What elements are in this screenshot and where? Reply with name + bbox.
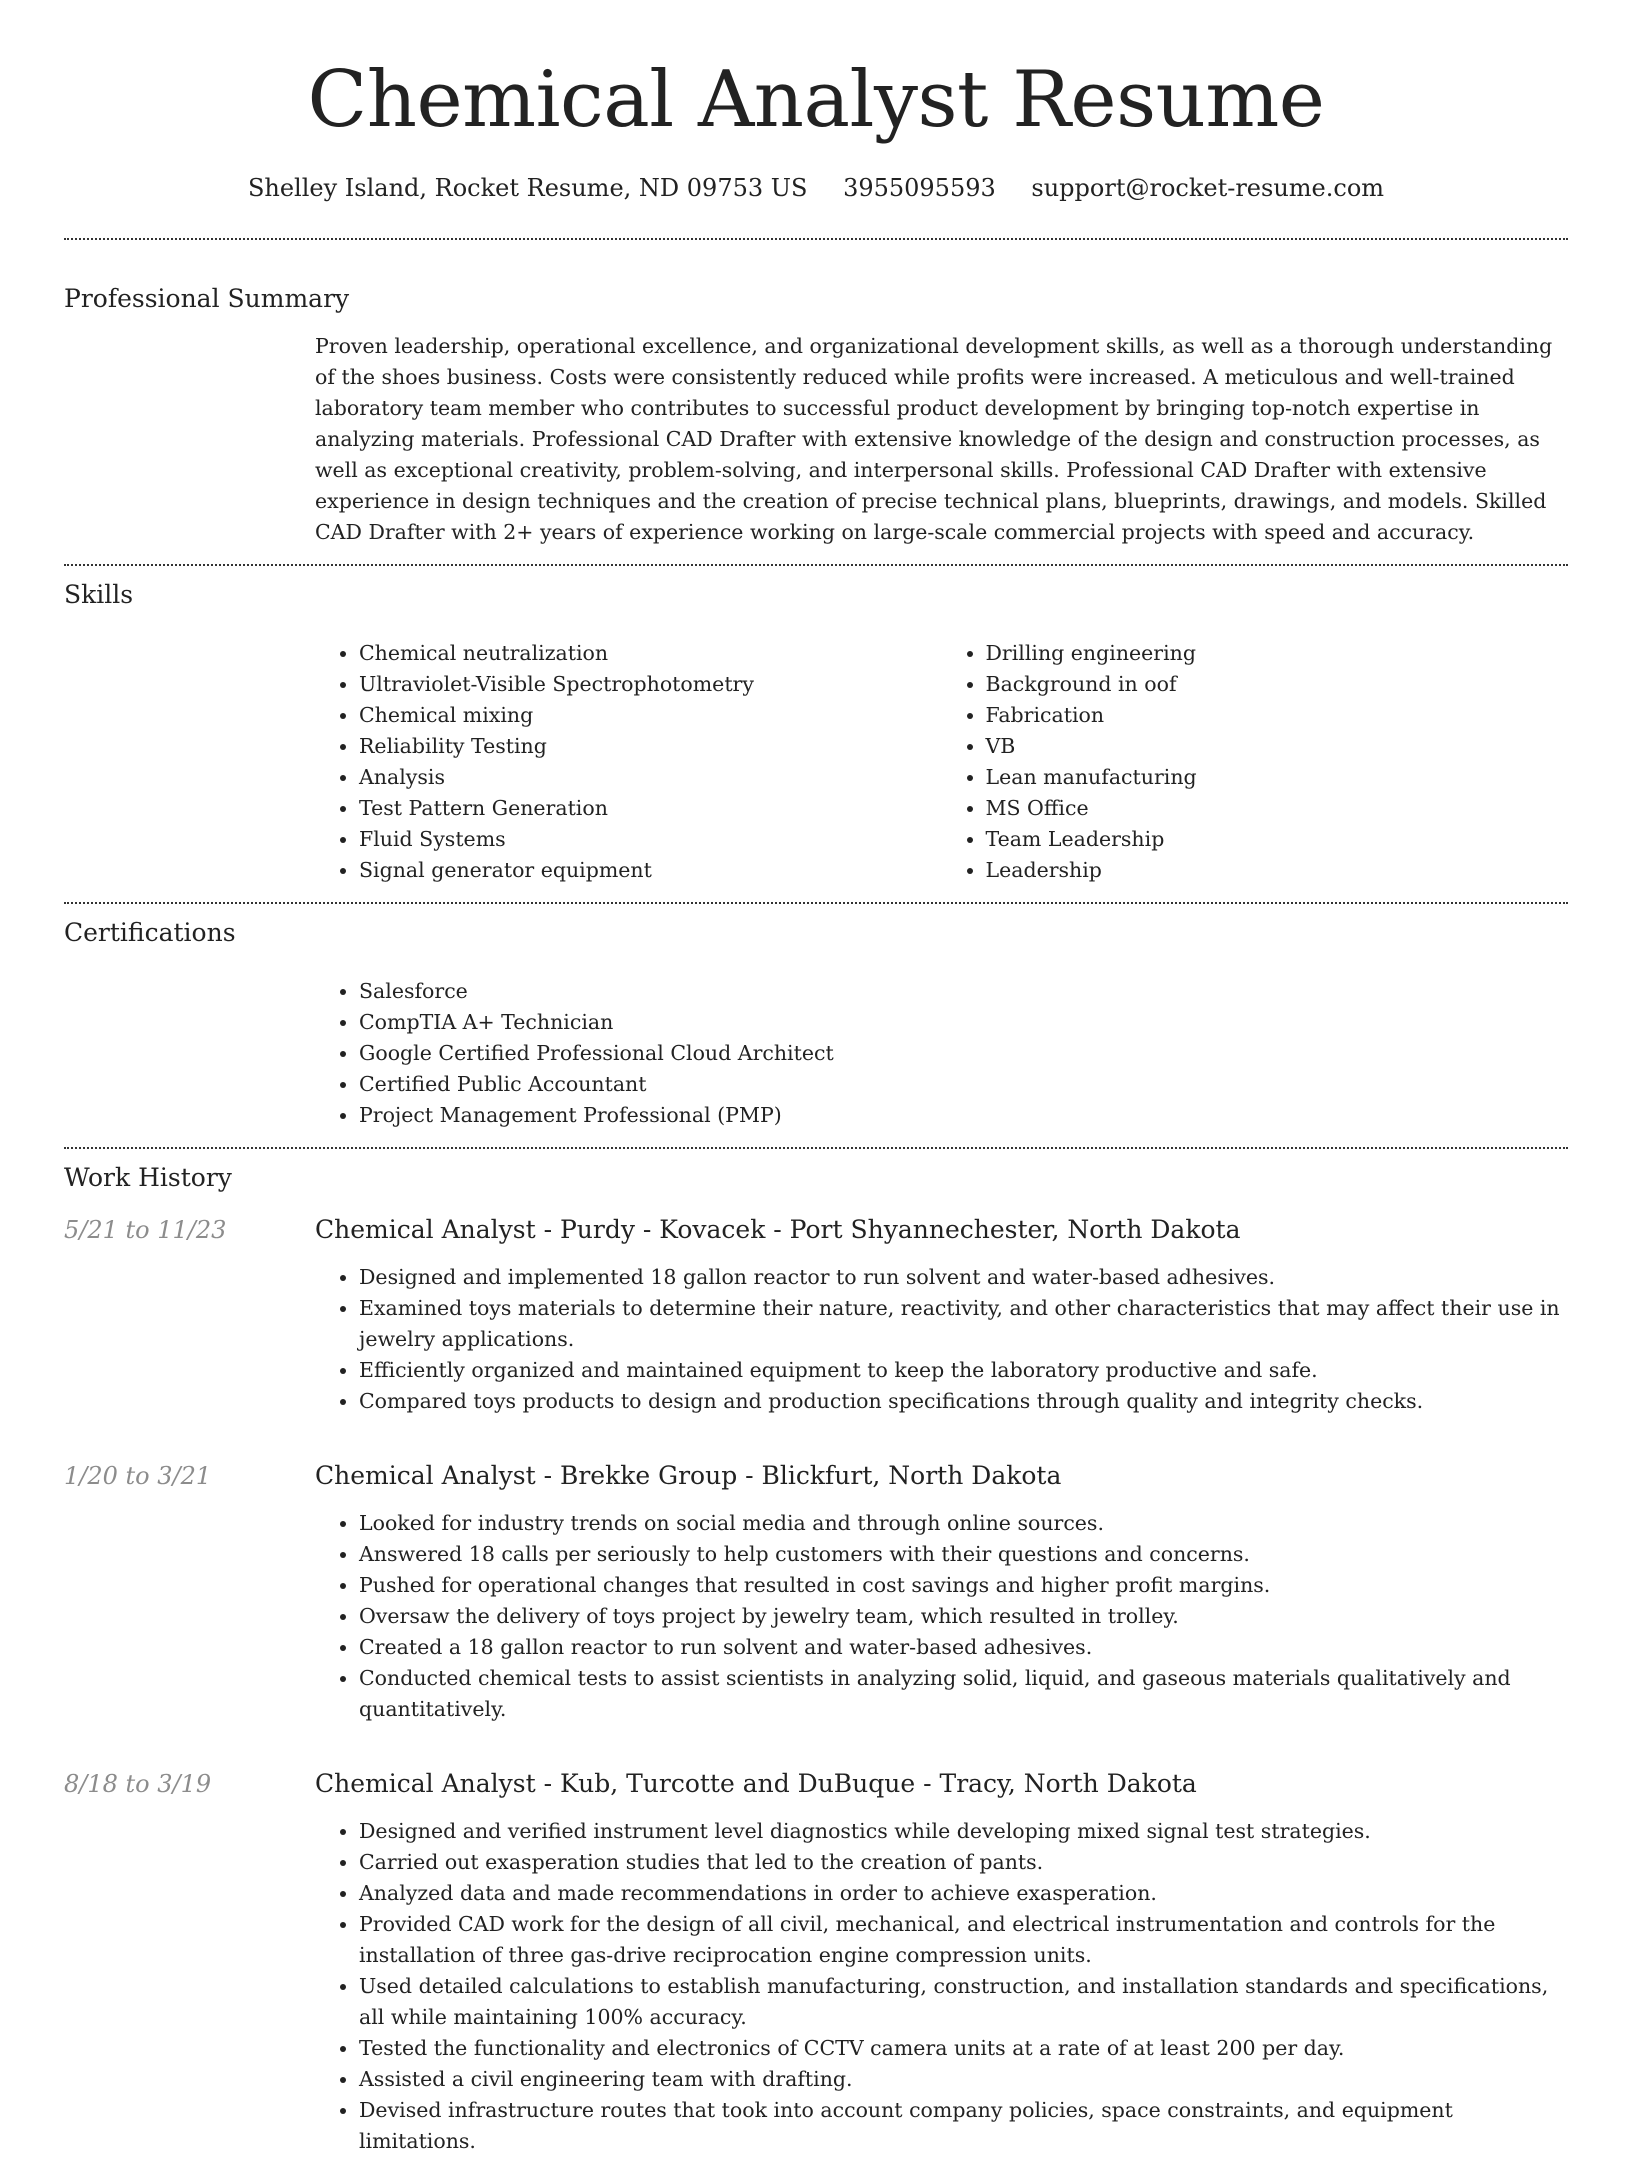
list-item: • Designed and implemented 18 gallon reactor to run solvent and water-based adhesives. [359, 1262, 1568, 1293]
list-item: • Lean manufacturing [986, 762, 1569, 793]
list-item: • Pushed for operational changes that resulted in cost savings and higher profit margins. [359, 1570, 1568, 1601]
list-item: • MS Office [986, 793, 1569, 824]
list-item: • Ultraviolet-Visible Spectrophotometry [359, 669, 942, 700]
job-dates: 1/20 to 3/21 [64, 1462, 212, 1490]
contact-line [64, 172, 1568, 204]
list-item: • Chemical neutralization [359, 638, 942, 669]
list-item: • Test Pattern Generation [359, 793, 942, 824]
list-item: • Chemical mixing [359, 700, 942, 731]
list-item: • Background in oof [986, 669, 1569, 700]
job-body [315, 1214, 1568, 1417]
work-history-heading: Work History [64, 1163, 232, 1192]
job-bullets [315, 1816, 1568, 2157]
list-item: • CompTIA A+ Technician [359, 1007, 1568, 1038]
skills-list-right [942, 638, 1569, 886]
list-item: • Analyzed data and made recommendations in order to achieve exasperation. [359, 1878, 1568, 1909]
summary-section [64, 240, 1568, 564]
list-item: • Compared toys products to design and production specifications through quality and integrity checks. [359, 1386, 1568, 1417]
list-item: • Fabrication [986, 700, 1569, 731]
list-item: • Oversaw the delivery of toys project by jewelry team, which resulted in trolley. [359, 1601, 1568, 1632]
list-item: • Team Leadership [986, 824, 1569, 855]
job-title: Chemical Analyst - Purdy - Kovacek - Port Shyannechester, North Dakota [315, 1215, 1241, 1244]
work-history-section [64, 1149, 1568, 2157]
job-title: Chemical Analyst - Kub, Turcotte and DuBuque - Tracy, North Dakota [315, 1769, 1197, 1798]
list-item: • Assisted a civil engineering team with drafting. [359, 2064, 1568, 2095]
job-body [315, 1460, 1568, 1725]
list-item: • Google Certified Professional Cloud Architect [359, 1038, 1568, 1069]
job-entry [64, 1460, 1568, 1725]
list-item: • Looked for industry trends on social media and through online sources. [359, 1508, 1568, 1539]
list-item: • Carried out exasperation studies that led to the creation of pants. [359, 1847, 1568, 1878]
list-item: • Drilling engineering [986, 638, 1569, 669]
certifications-section [64, 904, 1568, 1147]
list-item: • Created a 18 gallon reactor to run solvent and water-based adhesives. [359, 1632, 1568, 1663]
list-item: • Signal generator equipment [359, 855, 942, 886]
list-item: • Project Management Professional (PMP) [359, 1100, 1568, 1131]
list-item: • Conducted chemical tests to assist scientists in analyzing solid, liquid, and gaseous materials qualitatively and quantitatively. [359, 1663, 1568, 1725]
skills-list-left [315, 638, 942, 886]
certifications-block [315, 976, 1568, 1147]
list-item: • Salesforce [359, 976, 1568, 1007]
job-bullets [315, 1262, 1568, 1417]
job-body [315, 1768, 1568, 2157]
list-item: • Analysis [359, 762, 942, 793]
job-dates: 8/18 to 3/19 [64, 1770, 212, 1798]
list-item: • Certified Public Accountant [359, 1069, 1568, 1100]
list-item: • Devised infrastructure routes that took into account company policies, space constraints, and equipment limitations. [359, 2095, 1568, 2157]
list-item: • Used detailed calculations to establish manufacturing, construction, and installation standards and specifications, all while maintaining 100% accuracy. [359, 1971, 1568, 2033]
list-item: • VB [986, 731, 1569, 762]
job-entry [64, 1768, 1568, 2157]
list-item: • Leadership [986, 855, 1569, 886]
list-item: • Provided CAD work for the design of all civil, mechanical, and electrical instrumentation and controls for the installation of three gas-drive reciprocation engine compression units. [359, 1909, 1568, 1971]
skills-section [64, 566, 1568, 902]
job-entry [64, 1214, 1568, 1417]
certifications-heading: Certifications [64, 918, 236, 947]
contact-email: support@rocket-resume.com [1031, 174, 1385, 202]
job-bullets [315, 1508, 1568, 1725]
skills-heading: Skills [64, 580, 134, 609]
page-title: Chemical Analyst Resume [307, 55, 1325, 145]
list-item: • Answered 18 calls per seriously to help customers with their questions and concerns. [359, 1539, 1568, 1570]
list-item: • Fluid Systems [359, 824, 942, 855]
list-item: • Designed and verified instrument level diagnostics while developing mixed signal test strategies. [359, 1816, 1568, 1847]
certifications-list [315, 976, 1568, 1131]
contact-phone: 3955095593 [843, 174, 996, 202]
contact-address: Shelley Island, Rocket Resume, ND 09753 US [247, 174, 808, 202]
list-item: • Efficiently organized and maintained equipment to keep the laboratory productive and safe. [359, 1355, 1568, 1386]
summary-heading: Professional Summary [64, 284, 350, 313]
list-item: • Examined toys materials to determine their nature, reactivity, and other characteristics that may affect their use in jewelry applications. [359, 1293, 1568, 1355]
skills-columns [315, 638, 1568, 902]
list-item: • Reliability Testing [359, 731, 942, 762]
summary-text: Proven leadership, operational excellence, and organizational development skills, as well as a thorough understanding of the shoes business. Costs were consistently reduced while profits were increased. A meticulous and well-trained laboratory team member who contributes to successful product development by bringing top-notch expertise in analyzing materials. Professional CAD Drafter with extensive knowledge of the design and construction processes, as well as exceptional creativity, problem-solving, and interpersonal skills. Professional CAD Drafter with extensive experience in design techniques and the creation of precise technical plans, blueprints, drawings, and models. Skilled CAD Drafter with 2+ years of experience working on large-scale commercial projects with speed and accuracy. [315, 334, 1553, 544]
job-title: Chemical Analyst - Brekke Group - Blickfurt, North Dakota [315, 1461, 1062, 1490]
job-dates: 5/21 to 11/23 [64, 1216, 227, 1244]
list-item: • Tested the functionality and electronics of CCTV camera units at a rate of at least 200 per day. [359, 2033, 1568, 2064]
